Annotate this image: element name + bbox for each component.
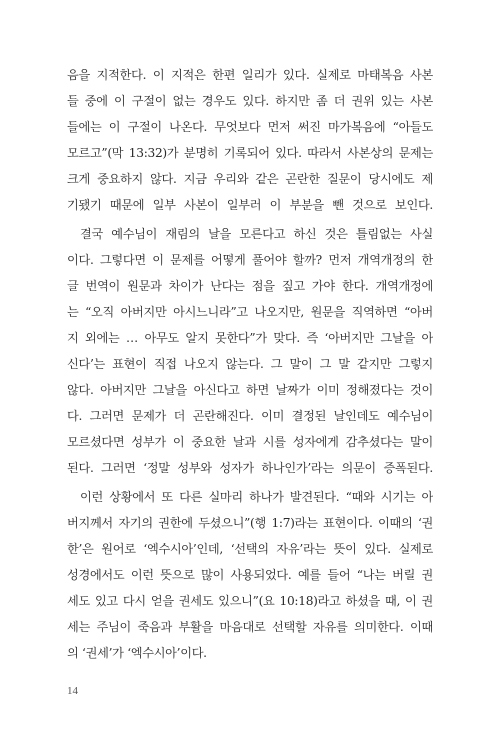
page-number: 14 — [67, 685, 78, 697]
text-line: 들에는 이 구절이 나온다. 무엇보다 먼저 써진 마가복음에 “아들도 — [67, 120, 433, 134]
text-line: 글 번역이 원문과 차이가 난다는 점을 짚고 가야 한다. 개역개정에 — [67, 279, 433, 293]
text-line: 다. 그러면 문제가 더 곤란해진다. 이미 결정된 날인데도 예수님이 — [67, 409, 433, 423]
text-line: 이런 상황에서 또 다른 실마리 하나가 발견된다. “때와 시기는 아 — [80, 490, 433, 504]
text-line: 된다. 그러면 ‘정말 성부와 성자가 하나인가’라는 의문이 증폭된다. — [67, 461, 433, 475]
text-line: 크게 중요하지 않다. 지금 우리와 같은 곤란한 질문이 당시에도 제 — [67, 172, 433, 186]
text-line: 버지께서 자기의 권한에 두셨으니”(행 1:7)라는 표현이다. 이때의 ‘권 — [67, 516, 433, 530]
text-line: 지 외에는 … 아무도 알지 못한다”가 맞다. 즉 ‘아버지만 그날을 아 — [67, 331, 433, 345]
text-line: 않다. 아버지만 그날을 아신다고 하면 날짜가 이미 정해졌다는 것이 — [67, 383, 433, 397]
body-text — [67, 62, 433, 666]
text-line: 음을 지적한다. 이 지적은 한편 일리가 있다. 실제로 마태복음 사본 — [67, 68, 433, 82]
text-line: 세도 있고 다시 얻을 권세도 있으니”(요 10:18)라고 하셨을 때, 이 권 — [67, 594, 433, 608]
text-line: 는 “오직 아버지만 아시느니라”고 나오지만, 원문을 직역하면 “아버 — [67, 305, 433, 319]
text-line: 신다’는 표현이 직접 나오지 않는다. 그 말이 그 말 같지만 그렇지 — [67, 357, 433, 371]
text-line: 들 중에 이 구절이 없는 경우도 있다. 하지만 좀 더 권위 있는 사본 — [67, 94, 433, 108]
paragraph-1 — [67, 62, 433, 218]
paragraph-3 — [67, 484, 433, 666]
text-line: 이다. 그렇다면 이 문제를 어떻게 풀어야 할까? 먼저 개역개정의 한 — [67, 253, 433, 267]
text-line: 모르셨다면 성부가 이 중요한 날과 시를 성자에게 감추셨다는 말이 — [67, 435, 433, 449]
paragraph-2 — [67, 221, 433, 481]
text-line: 한’은 원어로 ‘엑수시아’인데, ‘선택의 자유’라는 뜻이 있다. 실제로 — [67, 542, 433, 556]
text-line: 세는 주님이 죽음과 부활을 마음대로 선택할 자유를 의미한다. 이때 — [67, 620, 433, 634]
text-line: 성경에서도 이런 뜻으로 많이 사용되었다. 예를 들어 “나는 버릴 권 — [67, 568, 433, 582]
text-line: 기됐기 때문에 일부 사본이 일부러 이 부분을 뺀 것으로 보인다. — [67, 198, 433, 212]
text-line: 모르고”(막 13:32)가 분명히 기록되어 있다. 따라서 사본상의 문제는 — [67, 146, 433, 160]
text-line: 의 ‘권세’가 ‘엑수시아’이다. — [67, 646, 207, 660]
text-line: 결국 예수님이 재림의 날을 모른다고 하신 것은 틀림없는 사실 — [80, 227, 433, 241]
